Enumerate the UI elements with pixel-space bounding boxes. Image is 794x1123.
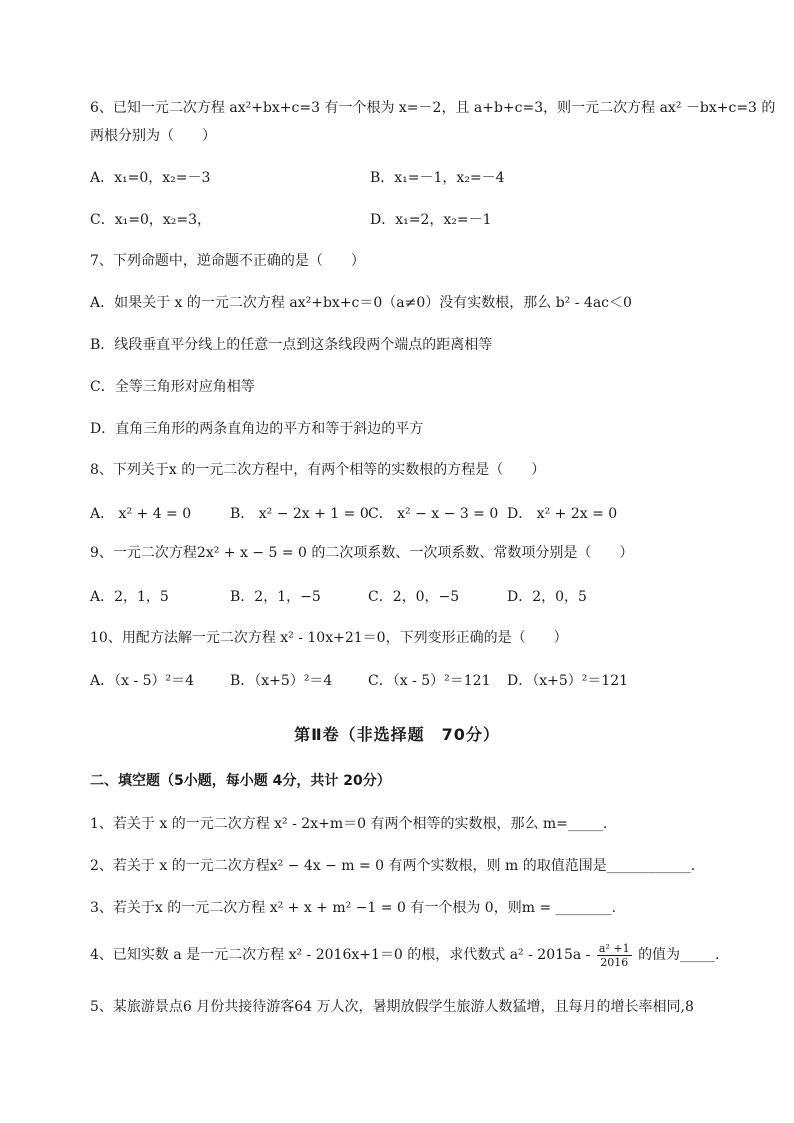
q9-option-a: A．2，1，5 xyxy=(90,589,169,605)
fill-q4-numerator: a² +1 xyxy=(598,941,630,955)
q8-option-c: C． x² − x − 3 = 0 xyxy=(368,506,499,522)
q6-option-a: A．x₁=0，x₂=－3 xyxy=(90,170,211,186)
fill-q4-denominator: 2016 xyxy=(600,955,629,969)
q7-stem: 7、下列命题中，逆命题不正确的是（ ） xyxy=(90,253,365,269)
q10-stem: 10、用配方法解一元二次方程 x² - 10x+21＝0，下列变形正确的是（ ） xyxy=(90,630,568,646)
q9-option-b: B．2，1，−5 xyxy=(230,589,321,605)
fill-q4-suffix: 的值为_____. xyxy=(638,947,720,963)
q9-stem: 9、一元二次方程2x² + x − 5 = 0 的二次项系数、一次项系数、常数项分别是（ ） xyxy=(90,545,634,561)
fill-q2: 2、若关于 x 的一元二次方程x² − 4x − m = 0 有两个实数根，则 m 的取值范围是____________. xyxy=(90,858,696,874)
q6-stem-line1: 6、已知一元二次方程 ax²+bx+c=3 有一个根为 x=－2，且 a+b+c=3，则一元二次方程 ax² －bx+c=3 的 xyxy=(90,100,776,116)
q9-option-c: C．2，0，−5 xyxy=(368,589,460,605)
fill-section-header: 二、填空题（5小题，每小题 4分，共计 20分） xyxy=(90,773,391,789)
fill-q3: 3、若关于x 的一元二次方程 x² + x + m² −1 = 0 有一个根为 0，则m = ________. xyxy=(90,900,617,916)
section-title: 第Ⅱ卷（非选择题 70分） xyxy=(294,725,500,744)
q6-option-b: B．x₁=－1，x₂=－4 xyxy=(370,170,505,186)
q7-option-a: A．如果关于 x 的一元二次方程 ax²+bx+c＝0（a≠0）没有实数根，那么 b² - 4ac＜0 xyxy=(90,295,632,311)
q8-option-a: A． x² + 4 = 0 xyxy=(90,506,192,522)
q6-stem-line2: 两根分别为（ ） xyxy=(90,128,216,144)
q8-option-d: D． x² + 2x = 0 xyxy=(507,506,618,522)
fill-q4-text: 4、已知实数 a 是一元二次方程 x² - 2016x+1＝0 的根，求代数式 a² - 2015a - xyxy=(90,947,591,963)
q10-option-d: D．（x+5）²＝121 xyxy=(507,673,629,689)
q10-option-c: C．（x - 5）²＝121 xyxy=(368,673,491,689)
fill-q4 xyxy=(90,940,720,970)
fill-q4-fraction xyxy=(597,942,632,969)
q9-option-d: D．2，0，5 xyxy=(507,589,587,605)
q7-option-c: C．全等三角形对应角相等 xyxy=(90,379,255,395)
q7-option-d: D．直角三角形的两条直角边的平方和等于斜边的平方 xyxy=(90,421,424,437)
q10-option-a: A．（x - 5）²＝4 xyxy=(90,673,195,689)
q10-option-b: B．（x+5）²＝4 xyxy=(230,673,333,689)
q6-option-d: D．x₁=2，x₂=－1 xyxy=(370,212,492,228)
fill-q5: 5、某旅游景点6 月份共接待游客64 万人次，暑期放假学生旅游人数猛增，且每月的增长率相同,8 xyxy=(90,999,694,1015)
q8-stem: 8、下列关于x 的一元二次方程中，有两个相等的实数根的方程是（ ） xyxy=(90,462,546,478)
fill-q1: 1、若关于 x 的一元二次方程 x² - 2x+m＝0 有两个相等的实数根，那么 m=_____. xyxy=(90,816,608,832)
q7-option-b: B．线段垂直平分线上的任意一点到这条线段两个端点的距离相等 xyxy=(90,337,493,353)
q8-option-b: B． x² − 2x + 1 = 0 xyxy=(230,506,369,522)
q6-option-c: C．x₁=0，x₂=3， xyxy=(90,212,212,228)
